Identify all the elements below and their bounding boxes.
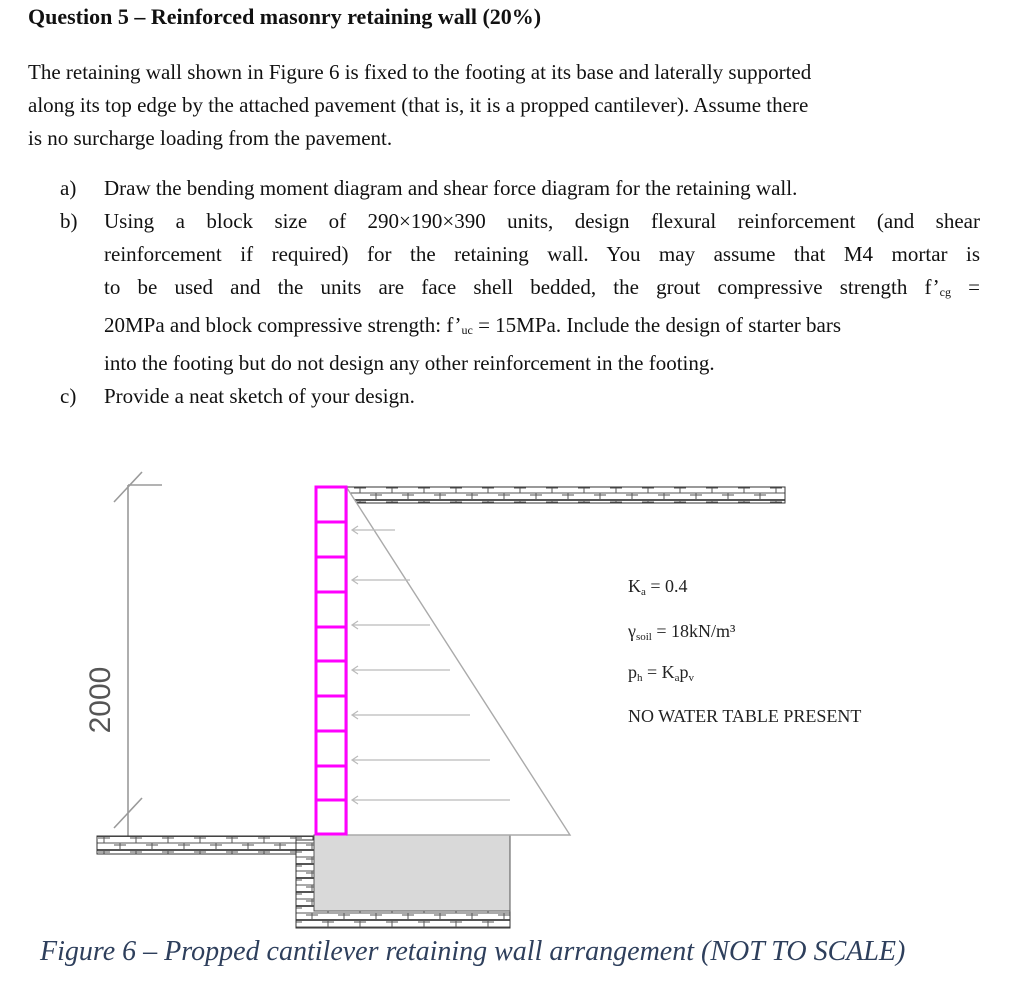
ph-formula: ph = Kapv: [628, 662, 695, 684]
part-b-line: into the footing but do not design any other reinforcement in the footing.: [104, 351, 715, 375]
earth-pressure-diagram: [347, 488, 570, 835]
question-intro: [28, 56, 978, 155]
ka-note: Ka = 0.4: [628, 576, 688, 598]
intro-line: is no surcharge loading from the pavement.: [28, 126, 393, 150]
part-c-marker: c): [60, 384, 77, 408]
part-b: [60, 205, 980, 380]
part-b-marker: b): [60, 209, 78, 233]
part-b-line: 20MPa and block compressive strength: $f’_{uc} = 15MPa$. Include the design of starter bars: [104, 313, 842, 337]
intro-line: along its top edge by the attached pavement (that is, it is a propped cantilever). Assume there: [28, 93, 809, 117]
gamma-note: γsoil = 18kN/m³: [628, 621, 736, 643]
ground-left: [97, 836, 313, 854]
question-heading: Question 5 – Reinforced masonry retaining wall (20%): [28, 4, 542, 29]
part-b-line: to be used and the units are face shell bedded, the grout compressive strength $f’_{cg}$ =: [104, 275, 980, 299]
height-dimension: [114, 472, 162, 840]
footing: [314, 835, 510, 911]
part-c-text: Provide a neat sketch of your design.: [104, 384, 415, 408]
part-c: [60, 380, 980, 413]
part-a-marker: a): [60, 176, 77, 200]
part-a: [60, 172, 980, 205]
part-b-line: Using a block size of 290×190×390 units, design flexural reinforcement (and shear: [104, 209, 980, 233]
dimension-label: 2000: [84, 666, 117, 734]
pavement-top: [347, 487, 785, 503]
figure-caption: Figure 6 – Propped cantilever retaining wall arrangement (NOT TO SCALE): [40, 936, 906, 967]
part-a-text: Draw the bending moment diagram and shear force diagram for the retaining wall.: [104, 176, 798, 200]
intro-line: The retaining wall shown in Figure 6 is fixed to the footing at its base and laterally supported: [28, 60, 812, 84]
water-table-note: NO WATER TABLE PRESENT: [628, 706, 862, 726]
question-parts: [60, 172, 980, 413]
retaining-wall-figure: [0, 430, 1024, 930]
masonry-wall: [316, 487, 346, 834]
part-b-line: reinforcement if required) for the retaining wall. You may assume that M4 mortar is: [104, 242, 980, 266]
